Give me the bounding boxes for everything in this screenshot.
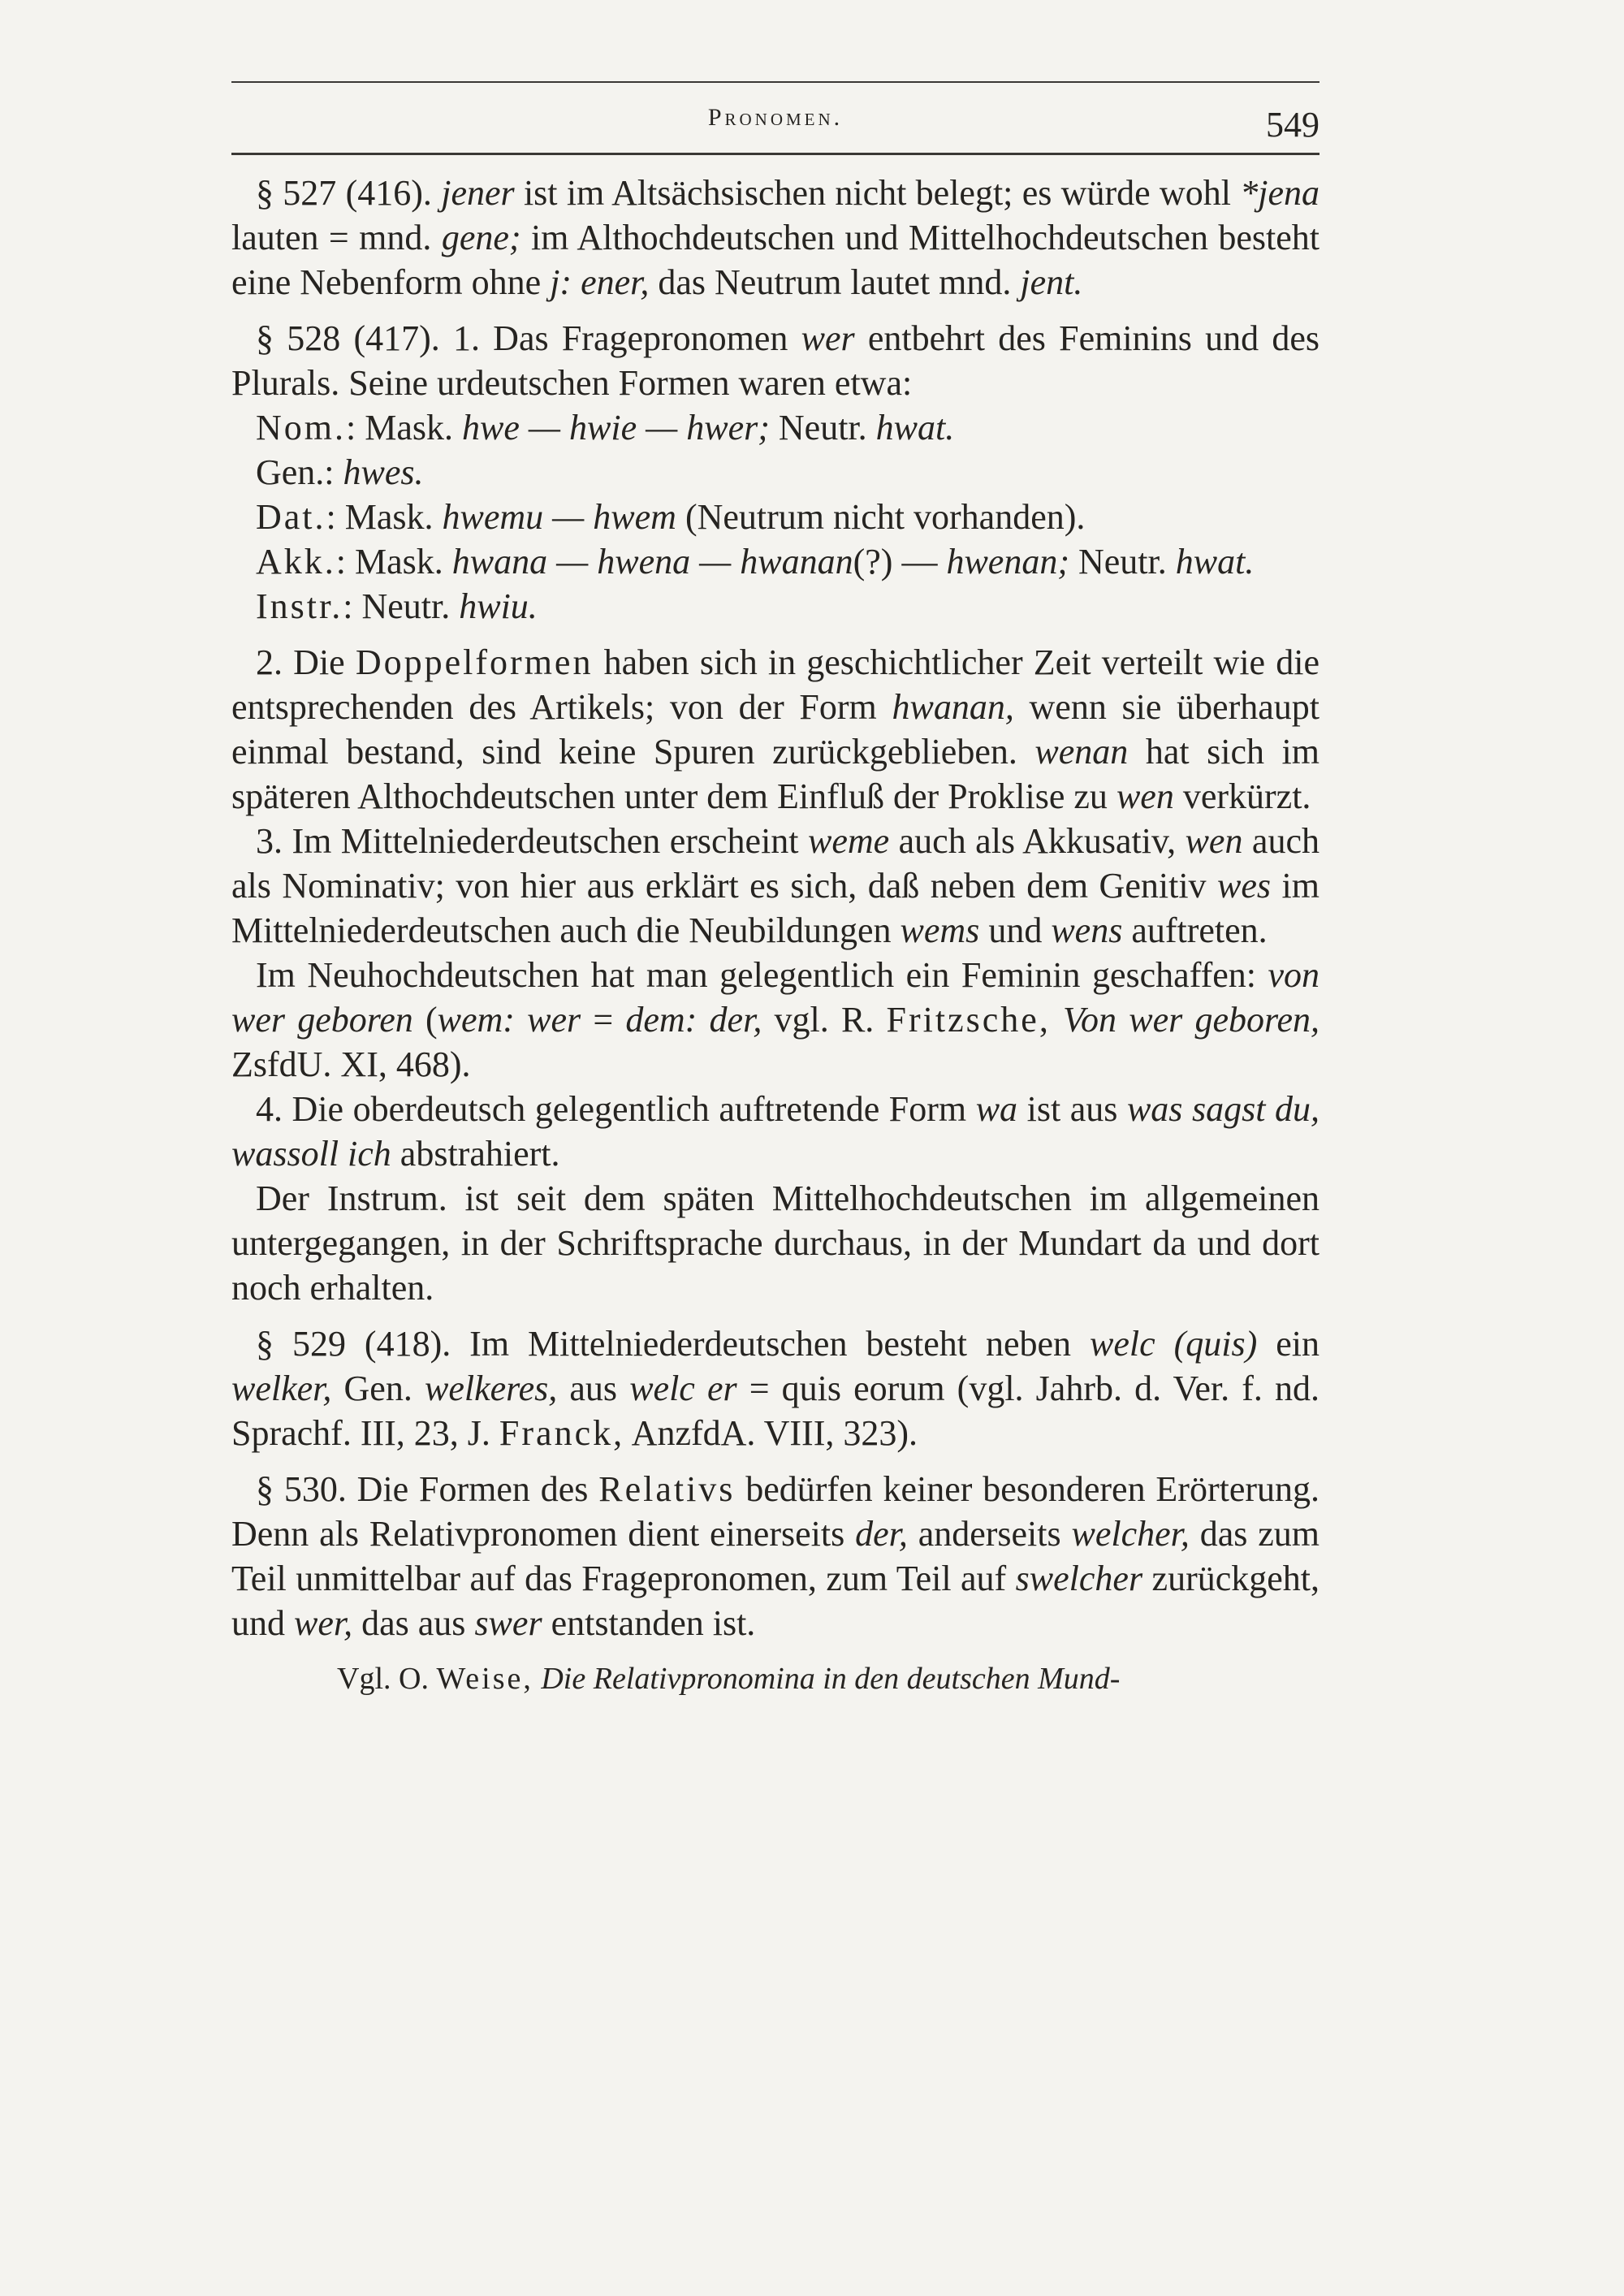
header-top-rule bbox=[231, 81, 1320, 83]
paragraph-4: 4. Die oberdeutsch gelegentlich auftretende Form wa ist aus was sagst du, wassoll ich abstrahiert. bbox=[231, 1089, 1320, 1174]
section-530: § 530. Die Formen des Relativs bedürfen keiner besonderen Erörterung. Denn als Relativpronomen dient einerseits der, anderseits welcher, das zum Teil unmittelbar auf das Fragepronomen, zum Teil auf swelcher zurückgeht, und wer, das aus swer entstanden ist. bbox=[231, 1469, 1320, 1643]
section-527: § 527 (416). jener ist im Altsächsischen nicht belegt; es würde wohl *jena lauten = mnd. gene; im Althochdeutschen und Mittelhochdeutschen besteht eine Nebenform ohne j: ener, das Neutrum lautet mnd. jent. bbox=[231, 173, 1320, 302]
case-instr: Instr.: Neutr. hwiu. bbox=[256, 586, 538, 626]
paragraph-4b: Der Instrum. ist seit dem späten Mittelhochdeutschen im allgemeinen untergegangen, in der Schriftsprache durchaus, in der Mundart da und dort noch erhalten. bbox=[231, 1178, 1320, 1308]
case-dat: Dat.: Mask. hwemu — hwem (Neutrum nicht vorhanden). bbox=[256, 497, 1086, 537]
page-number: 549 bbox=[1266, 105, 1320, 145]
section-529: § 529 (418). Im Mittelniederdeutschen besteht neben welc (quis) ein welker, Gen. welkeres, aus welc er = quis eorum (vgl. Jahrb. d. Ver. f. nd. Sprachf. III, 23, J. Franck, AnzfdA. VIII, 323). bbox=[231, 1324, 1320, 1453]
case-nom: Nom.: Mask. hwe — hwie — hwer; Neutr. hwat. bbox=[256, 408, 955, 448]
footnote-reference: Vgl. O. Weise, Die Relativpronomina in den deutschen Mund- bbox=[337, 1662, 1121, 1696]
case-gen: Gen.: hwes. bbox=[256, 452, 424, 492]
section-528: § 528 (417). 1. Das Fragepronomen wer entbehrt des Feminins und des Plurals. Seine urdeutschen Formen waren etwa: bbox=[231, 318, 1320, 403]
paragraph-3: 3. Im Mittelniederdeutschen erscheint weme auch als Akkusativ, wen auch als Nominativ; von hier aus erklärt es sich, daß neben dem Genitiv wes im Mittelniederdeutschen auch die Neubildungen wems und wens auftreten. bbox=[231, 821, 1320, 950]
paragraph-2: 2. Die Doppelformen haben sich in geschichtlicher Zeit verteilt wie die entsprechenden des Artikels; von der Form hwanan, wenn sie überhaupt einmal bestand, sind keine Spuren zurückgeblieben. wenan hat sich im späteren Althochdeutschen unter dem Einfluß der Proklise zu wen verkürzt. bbox=[231, 642, 1320, 816]
header-bottom-rule bbox=[231, 153, 1320, 155]
body-text bbox=[231, 171, 1320, 1699]
running-head: Pronomen. bbox=[707, 104, 844, 131]
paragraph-3b: Im Neuhochdeutschen hat man gelegentlich ein Feminin geschaffen: von wer geboren (wem: wer = dem: der, vgl. R. Fritzsche, Von wer geboren, ZsfdU. XI, 468). bbox=[231, 955, 1320, 1084]
case-akk: Akk.: Mask. hwana — hwena — hwanan(?) — hwenan; Neutr. hwat. bbox=[256, 542, 1255, 582]
